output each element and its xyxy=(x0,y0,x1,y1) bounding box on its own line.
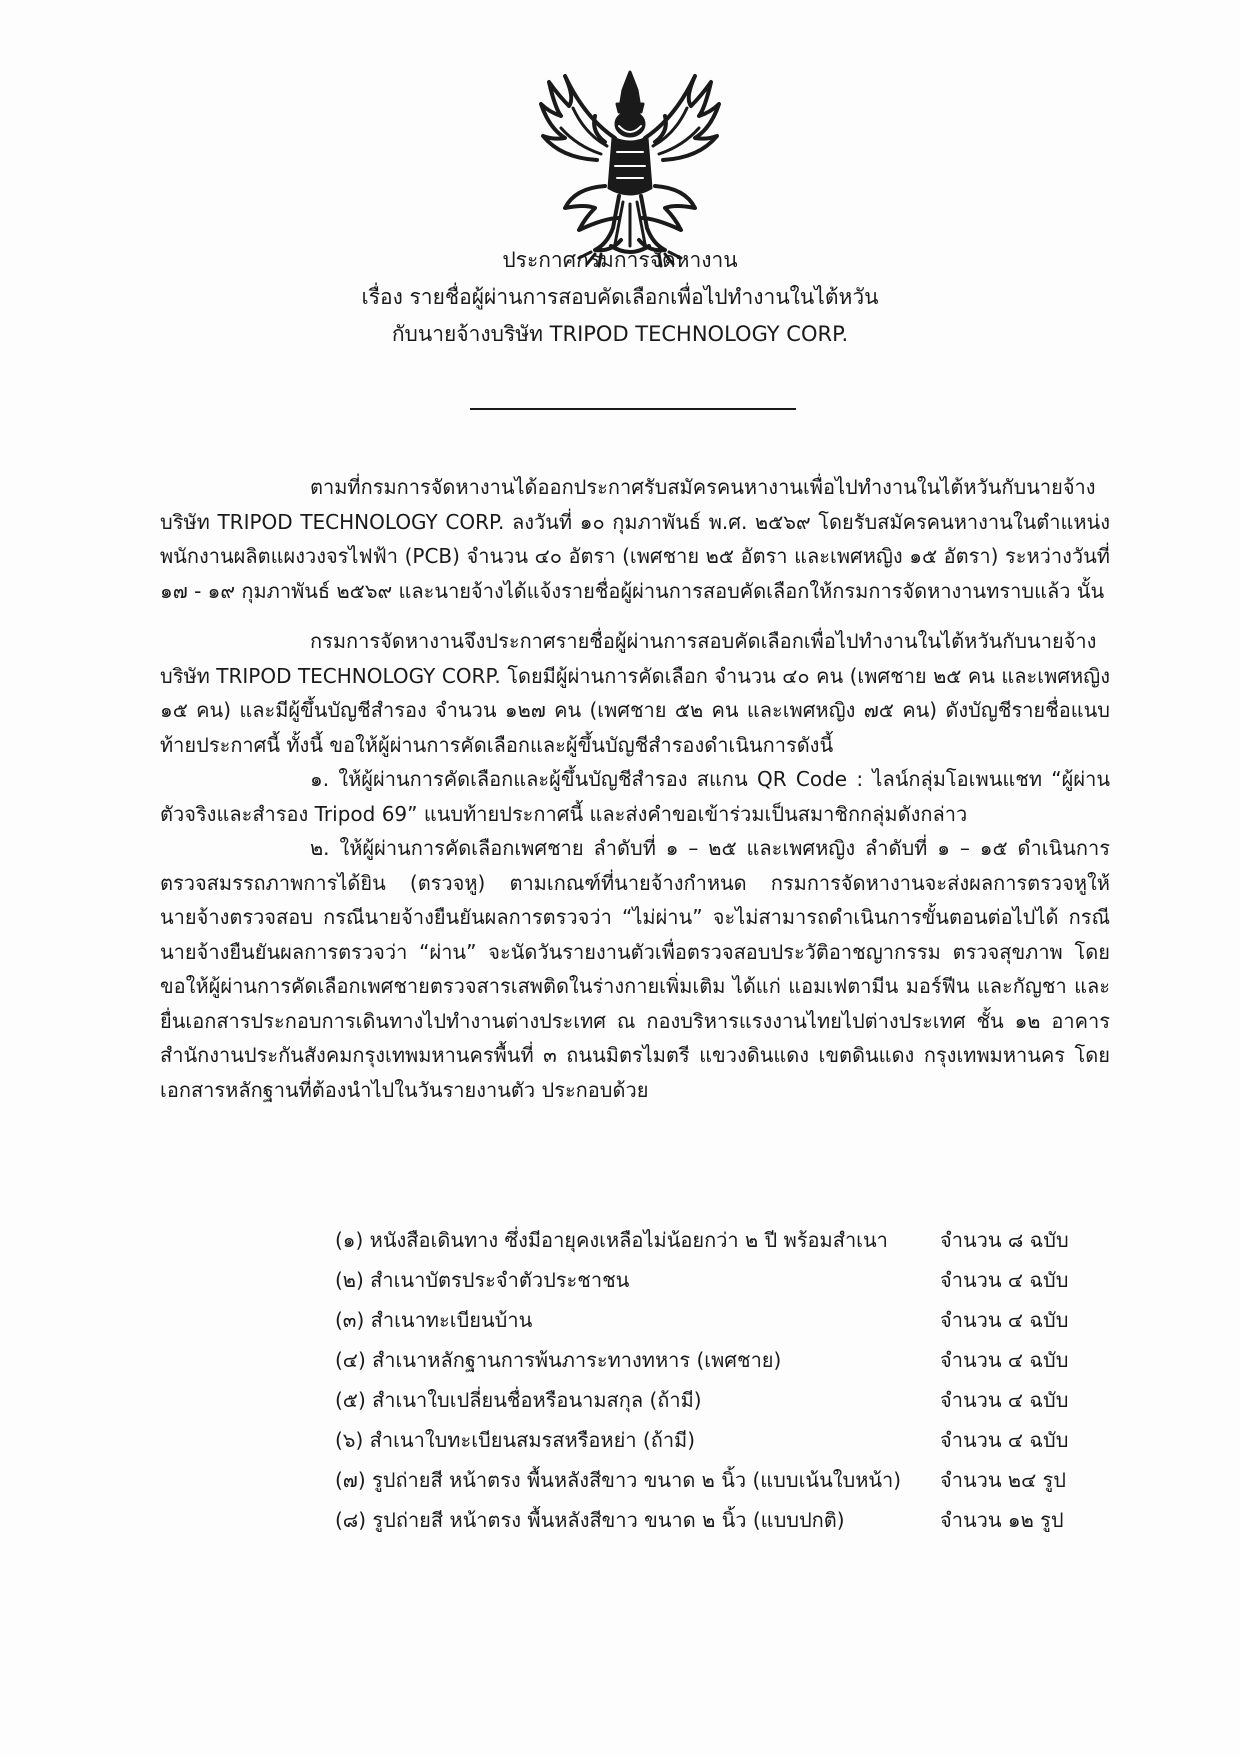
paragraph-intro: ตามที่กรมการจัดหางานได้ออกประกาศรับสมัครคนหางานเพื่อไปทำงานในไต้หวันกับนายจ้าง บริษัท TRIPOD TECHNOLOGY CORP. ลงวันที่ ๑๐ กุมภาพันธ์ พ.ศ. ๒๕๖๙ โดยรับสมัครคนหางานในตำแหน่งพนักงานผลิตแผงวงจรไฟฟ้า (PCB) จำนวน ๔๐ อัตรา (เพศชาย ๒๕ อัตรา และเพศหญิง ๑๕ อัตรา) ระหว่างวันที่ ๑๗ - ๑๙ กุมภาพันธ์ ๒๕๖๙ และนายจ้างได้แจ้งรายชื่อผู้ผ่านการสอบคัดเลือกให้กรมการจัดหางานทราบแล้ว นั้น xyxy=(160,475,1110,603)
document-amount: จำนวน ๔ ฉบับ xyxy=(940,1348,1069,1372)
list-item xyxy=(335,1380,1075,1420)
subject-line: เรื่อง รายชื่อผู้ผ่านการสอบคัดเลือกเพื่อไปทำงานในไต้หวัน xyxy=(361,285,879,309)
list-item xyxy=(335,1260,1075,1300)
document-name: (๘) รูปถ่ายสี หน้าตรง พื้นหลังสีขาว ขนาด ๒ นิ้ว (แบบปกติ) xyxy=(335,1508,845,1532)
document-name: (๒) สำเนาบัตรประจำตัวประชาชน xyxy=(335,1268,630,1292)
paragraph-item-2: ๒. ให้ผู้ผ่านการคัดเลือกเพศชาย ลำดับที่ ๑ – ๒๕ และเพศหญิง ลำดับที่ ๑ – ๑๕ ดำเนินการตรวจสมรรถภาพการได้ยิน (ตรวจหู) ตามเกณฑ์ที่นายจ้างกำหนด กรมการจัดหางานจะส่งผลการตรวจหูให้นายจ้างตรวจสอบ กรณีนายจ้างยืนยันผลการตรวจว่า “ไม่ผ่าน” จะไม่สามารถดำเนินการขั้นตอนต่อไปได้ กรณีนายจ้างยืนยันผลการตรวจว่า “ผ่าน” จะนัดวันรายงานตัวเพื่อตรวจสอบประวัติอาชญากรรม ตรวจสุขภาพ โดยขอให้ผู้ผ่านการคัดเลือกเพศชายตรวจสารเสพติดในร่างกายเพิ่มเติม ได้แก่ แอมเฟตามีน มอร์ฟีน และกัญชา และยื่นเอกสารประกอบการเดินทางไปทำงานต่างประเทศ ณ กองบริหารแรงงานไทยไปต่างประเทศ ชั้น ๑๒ อาคารสำนักงานประกันสังคมกรุงเทพมหานครพื้นที่ ๓ ถนนมิตรไมตรี แขวงดินแดง เขตดินแดง กรุงเทพมหานคร โดยเอกสารหลักฐานที่ต้องนำไปในวันรายงานตัว ประกอบด้วย xyxy=(160,836,1110,1102)
list-item xyxy=(335,1420,1075,1460)
document-amount: จำนวน ๔ ฉบับ xyxy=(940,1308,1069,1332)
required-documents-list xyxy=(335,1220,1075,1540)
list-item xyxy=(335,1340,1075,1380)
document-name: (๑) หนังสือเดินทาง ซึ่งมีอายุคงเหลือไม่น้อยกว่า ๒ ปี พร้อมสำเนา xyxy=(335,1228,888,1252)
document-amount: จำนวน ๑๒ รูป xyxy=(940,1508,1064,1532)
list-item xyxy=(335,1460,1075,1500)
document-amount: จำนวน ๒๔ รูป xyxy=(940,1468,1066,1492)
document-name: (๖) สำเนาใบทะเบียนสมรสหรือหย่า (ถ้ามี) xyxy=(335,1428,696,1452)
employer-line: กับนายจ้างบริษัท TRIPOD TECHNOLOGY CORP. xyxy=(391,322,849,346)
document-name: (๕) สำเนาใบเปลี่ยนชื่อหรือนามสกุล (ถ้ามี) xyxy=(335,1388,702,1412)
document-name: (๓) สำเนาทะเบียนบ้าน xyxy=(335,1308,533,1332)
document-amount: จำนวน ๔ ฉบับ xyxy=(940,1388,1069,1412)
document-amount: จำนวน ๘ ฉบับ xyxy=(940,1228,1069,1252)
garuda-emblem-icon xyxy=(535,68,725,268)
paragraph-item-1: ๑. ให้ผู้ผ่านการคัดเลือกและผู้ขึ้นบัญชีสำรอง สแกน QR Code : ไลน์กลุ่มโอเพนแชท “ผู้ผ่านตัวจริงและสำรอง Tripod 69” แนบท้ายประกาศนี้ และส่งคำขอเข้าร่วมเป็นสมาชิกกลุ่มดังกล่าว xyxy=(160,767,1110,826)
document-name: (๗) รูปถ่ายสี หน้าตรง พื้นหลังสีขาว ขนาด ๒ นิ้ว (แบบเน้นใบหน้า) xyxy=(335,1468,902,1492)
list-item xyxy=(335,1500,1075,1540)
document-amount: จำนวน ๔ ฉบับ xyxy=(940,1268,1069,1292)
list-item xyxy=(335,1300,1075,1340)
document-name: (๔) สำเนาหลักฐานการพ้นภาระทางทหาร (เพศชาย) xyxy=(335,1348,782,1372)
announcement-body xyxy=(160,470,1110,1107)
agency-line: ประกาศกรมการจัดหางาน xyxy=(502,248,738,272)
paragraph-announcement: กรมการจัดหางานจึงประกาศรายชื่อผู้ผ่านการสอบคัดเลือกเพื่อไปทำงานในไต้หวันกับนายจ้าง บริษัท TRIPOD TECHNOLOGY CORP. โดยมีผู้ผ่านการคัดเลือก จำนวน ๔๐ คน (เพศชาย ๒๕ คน และเพศหญิง ๑๕ คน) และมีผู้ขึ้นบัญชีสำรอง จำนวน ๑๒๗ คน (เพศชาย ๕๒ คน และเพศหญิง ๗๕ คน) ดังบัญชีรายชื่อแนบท้ายประกาศนี้ ทั้งนี้ ขอให้ผู้ผ่านการคัดเลือกและผู้ขึ้นบัญชีสำรองดำเนินการดังนี้ xyxy=(160,629,1110,757)
title-underline xyxy=(470,408,796,410)
list-item xyxy=(335,1220,1075,1260)
document-amount: จำนวน ๔ ฉบับ xyxy=(940,1428,1069,1452)
